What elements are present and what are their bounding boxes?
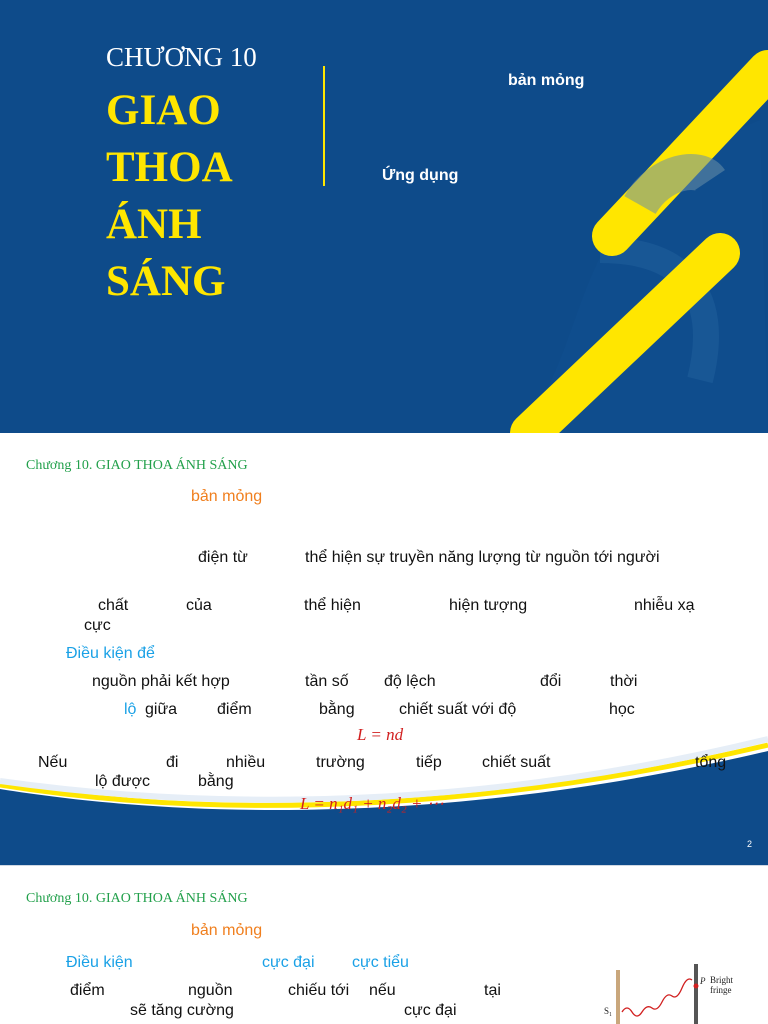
- text-fragment: nguồn: [188, 982, 233, 999]
- text-fragment: giữa: [145, 701, 178, 718]
- slide-header: Chương 10. GIAO THOA ÁNH SÁNG: [26, 458, 248, 473]
- slide-header: Chương 10. GIAO THOA ÁNH SÁNG: [26, 891, 248, 906]
- text-fragment: độ lệch: [384, 673, 436, 690]
- interference-figure: [590, 962, 760, 1024]
- text-fragment: tại: [484, 982, 501, 999]
- text-fragment: đổi: [540, 673, 562, 690]
- text-fragment: sẽ tăng cường: [130, 1002, 234, 1019]
- text-fragment: tần số: [305, 673, 349, 690]
- condition-label: Điều kiện để: [66, 645, 155, 662]
- title-slide: [0, 0, 768, 433]
- text-fragment: trường: [316, 754, 365, 771]
- figure-point-label: P: [700, 976, 706, 986]
- text-fragment: cực đại: [404, 1002, 457, 1019]
- slide-subtitle: bản mỏng: [191, 488, 263, 505]
- text-fragment: nhiễu xạ: [634, 597, 695, 614]
- text-fragment: chiếu tới: [288, 982, 350, 999]
- text-fragment: học: [609, 701, 635, 718]
- text-fragment: Nếu: [38, 754, 68, 771]
- text-fragment: Điều kiện: [66, 954, 133, 971]
- content-slide-3: [0, 866, 768, 1024]
- text-fragment: bằng: [319, 701, 355, 718]
- text-fragment: điểm: [70, 982, 105, 999]
- text-fragment: thời: [610, 673, 638, 690]
- slide-subtitle: bản mỏng: [191, 922, 263, 939]
- title-line: THOA: [106, 144, 233, 191]
- text-fragment: tiếp: [416, 754, 442, 771]
- text-fragment: chiết suất: [482, 754, 551, 771]
- figure-bright-label: Bright: [710, 975, 734, 985]
- text-fragment: điểm: [217, 701, 252, 718]
- text-fragment: lộ được: [95, 773, 150, 790]
- topic-item: Ứng dụng: [382, 167, 459, 184]
- text-fragment: cực: [84, 617, 111, 634]
- text-fragment: của: [186, 597, 212, 614]
- topic-item: bản mỏng: [508, 72, 585, 89]
- text-fragment: cực đại: [262, 954, 315, 971]
- formula-optical-path: L = nd: [357, 725, 404, 744]
- title-line: GIAO: [106, 87, 221, 134]
- content-slide-2: [0, 433, 768, 865]
- page-number: 2: [746, 839, 752, 849]
- chapter-label: CHƯƠNG 10: [106, 42, 257, 72]
- text-fragment: nhiều: [226, 754, 266, 771]
- formula-total-path: L = n₁d₁ + n₂d₂ + ⋯: [300, 794, 444, 813]
- title-line: SÁNG: [106, 258, 226, 305]
- figure-fringe-label: fringe: [710, 985, 732, 995]
- text-fragment: đi: [166, 754, 179, 771]
- text-fragment: thể hiện sự truyền năng lượng từ nguồn tới người: [305, 549, 660, 566]
- text-fragment: bằng: [198, 773, 234, 790]
- slide-title: [106, 82, 233, 310]
- text-fragment: chiết suất với độ: [399, 701, 517, 718]
- text-fragment: tổng: [695, 754, 727, 771]
- text-fragment: cực tiểu: [352, 954, 409, 971]
- text-fragment: lộ: [124, 701, 137, 718]
- text-fragment: thể hiện: [304, 597, 361, 614]
- text-fragment: hiện tượng: [449, 597, 528, 614]
- figure-source-label: S₁: [604, 1006, 613, 1016]
- divider-line: [323, 66, 325, 186]
- text-fragment: chất: [98, 597, 129, 614]
- title-line: ÁNH: [106, 201, 202, 248]
- text-fragment: nguồn phải kết hợp: [92, 673, 230, 690]
- text-fragment: điện từ: [198, 549, 248, 566]
- text-fragment: nếu: [369, 982, 396, 999]
